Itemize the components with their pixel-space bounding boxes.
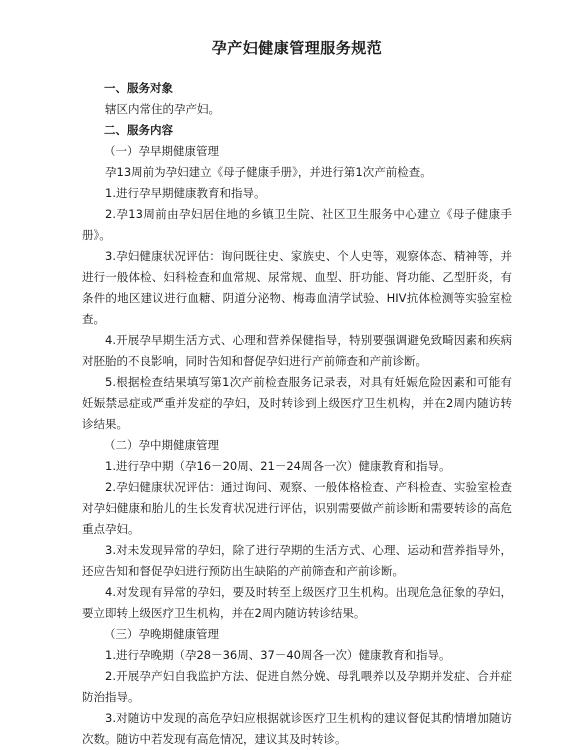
paragraph: 4.开展孕早期生活方式、心理和营养保健指导，特别要强调避免致畸因素和疾病对胚胎的不良影响，同时告知和督促孕妇进行产前筛查和产前诊断。 (82, 333, 512, 368)
paragraph: 5.根据检查结果填写第1次产前检查服务记录表，对具有妊娠危险因素和可能有妊娠禁忌症或严重并发症的孕妇，及时转诊到上级医疗卫生机构，并在2周内随访转诊结果。 (82, 375, 512, 431)
paragraph: 1.进行孕早期健康教育和指导。 (105, 186, 266, 200)
paragraph: 2.开展孕产妇自我监护方法、促进自然分娩、母乳喂养以及孕期并发症、合并症防治指导。 (82, 669, 512, 704)
paragraph: 辖区内常住的孕产妇。 (105, 102, 220, 116)
paragraph: 4.对发现有异常的孕妇，要及时转至上级医疗卫生机构。出现危急征象的孕妇，要立即转上级医疗卫生机构，并在2周内随访转诊结果。 (82, 585, 512, 620)
paragraph: 3.对未发现异常的孕妇，除了进行孕期的生活方式、心理、运动和营养指导外，还应告知和督促孕妇进行预防出生缺陷的产前筛查和产前诊断。 (82, 543, 512, 578)
paragraph: 2.孕13周前由孕妇居住地的乡镇卫生院、社区卫生服务中心建立《母子健康手册》。 (82, 207, 512, 242)
paragraph: 3.孕妇健康状况评估：询问既往史、家族史、个人史等，观察体态、精神等，并进行一般体检、妇科检查和血常规、尿常规、血型、肝功能、肾功能、乙型肝炎，有条件的地区建议进行血糖、阴道分泌物、梅毒血清学试验、HIV抗体检测等实验室检查。 (82, 249, 512, 326)
paragraph: 1.进行孕中期（孕16－20周、21－24周各一次）健康教育和指导。 (105, 459, 451, 473)
subsection-heading: （三）孕晚期健康管理 (104, 627, 219, 641)
paragraph: 2.孕妇健康状况评估：通过询问、观察、一般体格检查、产科检查、实验室检查对孕妇健康和胎儿的生长发育状况进行评估，识别需要做产前诊断和需要转诊的高危重点孕妇。 (82, 480, 512, 536)
document-title: 孕产妇健康管理服务规范 (211, 39, 383, 57)
section-heading: 一、服务对象 (104, 81, 173, 95)
section-heading: 二、服务内容 (104, 123, 173, 137)
paragraph: 3.对随访中发现的高危孕妇应根据就诊医疗卫生机构的建议督促其酌情增加随访次数。随访中若发现有高危情况，建议其及时转诊。 (82, 711, 512, 746)
subsection-heading: （一）孕早期健康管理 (104, 144, 219, 158)
paragraph: 孕13周前为孕妇建立《母子健康手册》，并进行第1次产前检查。 (105, 165, 432, 179)
paragraph: 1.进行孕晚期（孕28－36周、37－40周各一次）健康教育和指导。 (105, 648, 451, 662)
subsection-heading: （二）孕中期健康管理 (104, 438, 219, 452)
